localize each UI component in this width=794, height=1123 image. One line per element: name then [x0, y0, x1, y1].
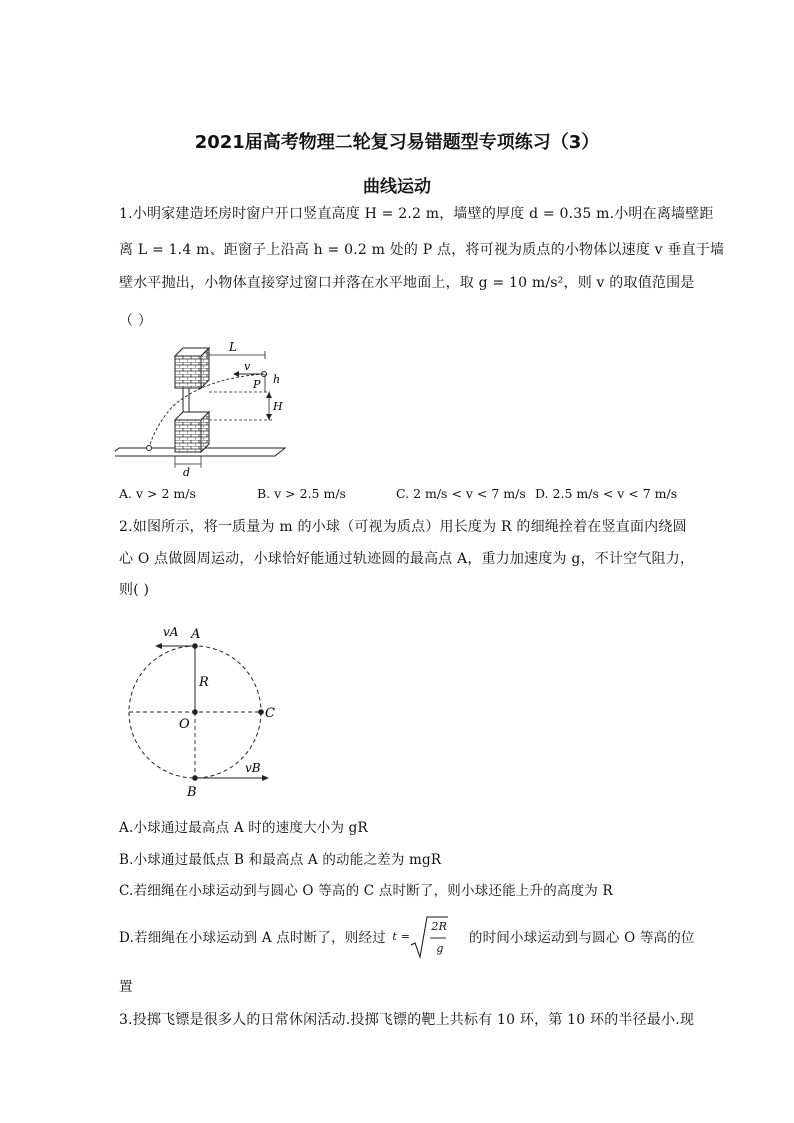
label-O: O	[179, 717, 190, 732]
q2-line-1: 2.如图所示，将一质量为 m 的小球（可视为质点）用长度为 R 的细绳拴着在竖直面内绕圆	[119, 519, 687, 535]
q2-option-b: B.小球通过最低点 B 和最高点 A 的动能之差为 mgR	[119, 852, 442, 868]
label-R: R	[199, 675, 209, 690]
label-vB: vB	[245, 761, 261, 775]
q1-line-3: 壁水平抛出，小物体直接穿过窗口并落在水平地面上，取 g = 10 m/s²，则 v 的取值范围是	[119, 275, 695, 291]
lower-wall	[175, 420, 201, 452]
formula-numerator: 2R	[431, 919, 448, 933]
q1-option-d: D. 2.5 m/s < v < 7 m/s	[535, 486, 678, 501]
q1-option-b: B. v > 2.5 m/s	[257, 486, 346, 501]
label-A: A	[191, 627, 201, 642]
q2-option-a: A.小球通过最高点 A 时的速度大小为 gR	[119, 820, 368, 836]
q1-figure	[115, 338, 290, 478]
label-P: P	[253, 378, 261, 391]
label-B: B	[187, 785, 197, 800]
q2-line-3: 则( )	[119, 582, 150, 598]
label-h: h	[273, 373, 281, 386]
label-v: v	[244, 360, 251, 373]
q2-figure	[115, 618, 285, 800]
q3-line-1: 3.投掷飞镖是很多人的日常休闲活动.投掷飞镖的靶上共标有 10 环，第 10 环的半径最小.现	[119, 1012, 695, 1028]
formula-t: t =	[392, 929, 411, 943]
upper-wall	[175, 356, 201, 388]
q1-option-c: C. 2 m/s < v < 7 m/s	[396, 486, 526, 501]
q2-option-d	[119, 919, 695, 955]
q2-option-c: C.若细绳在小球运动到与圆心 O 等高的 C 点时断了，则小球还能上升的高度为 R	[119, 883, 613, 899]
q1-line-4: （ ）	[119, 313, 153, 329]
q1-line-1: 1.小明家建造坯房时窗户开口竖直高度 H = 2.2 m，墙壁的厚度 d = 0.35 m.小明在离墙壁距	[119, 206, 714, 222]
q2-option-d-cont: 置	[119, 979, 133, 995]
section-title: 曲线运动	[363, 177, 431, 197]
label-H: H	[273, 400, 283, 413]
formula-denominator: g	[436, 941, 444, 955]
label-vA: vA	[163, 625, 179, 639]
q1-option-a: A. v > 2 m/s	[119, 486, 196, 501]
label-C: C	[265, 706, 275, 721]
label-L: L	[229, 340, 237, 354]
q2-option-d-formula	[390, 919, 464, 955]
point-O	[192, 709, 198, 715]
q2-option-d-prefix: D.若细绳在小球运动到 A 点时断了，则经过	[119, 930, 386, 946]
point-C	[258, 709, 264, 715]
q2-line-2: 心 O 点做圆周运动，小球恰好能通过轨迹圆的最高点 A，重力加速度为 g，不计空气阻力，	[119, 551, 695, 567]
page-title: 2021届高考物理二轮复习易错题型专项练习（3）	[194, 132, 600, 153]
q2-option-d-suffix: 的时间小球运动到与圆心 O 等高的位	[468, 930, 695, 946]
q1-line-2: 离 L = 1.4 m、距窗子上沿高 h = 0.2 m 处的 P 点，将可视为质点的小物体以速度 v 垂直于墙	[119, 242, 725, 258]
label-d: d	[183, 466, 191, 478]
